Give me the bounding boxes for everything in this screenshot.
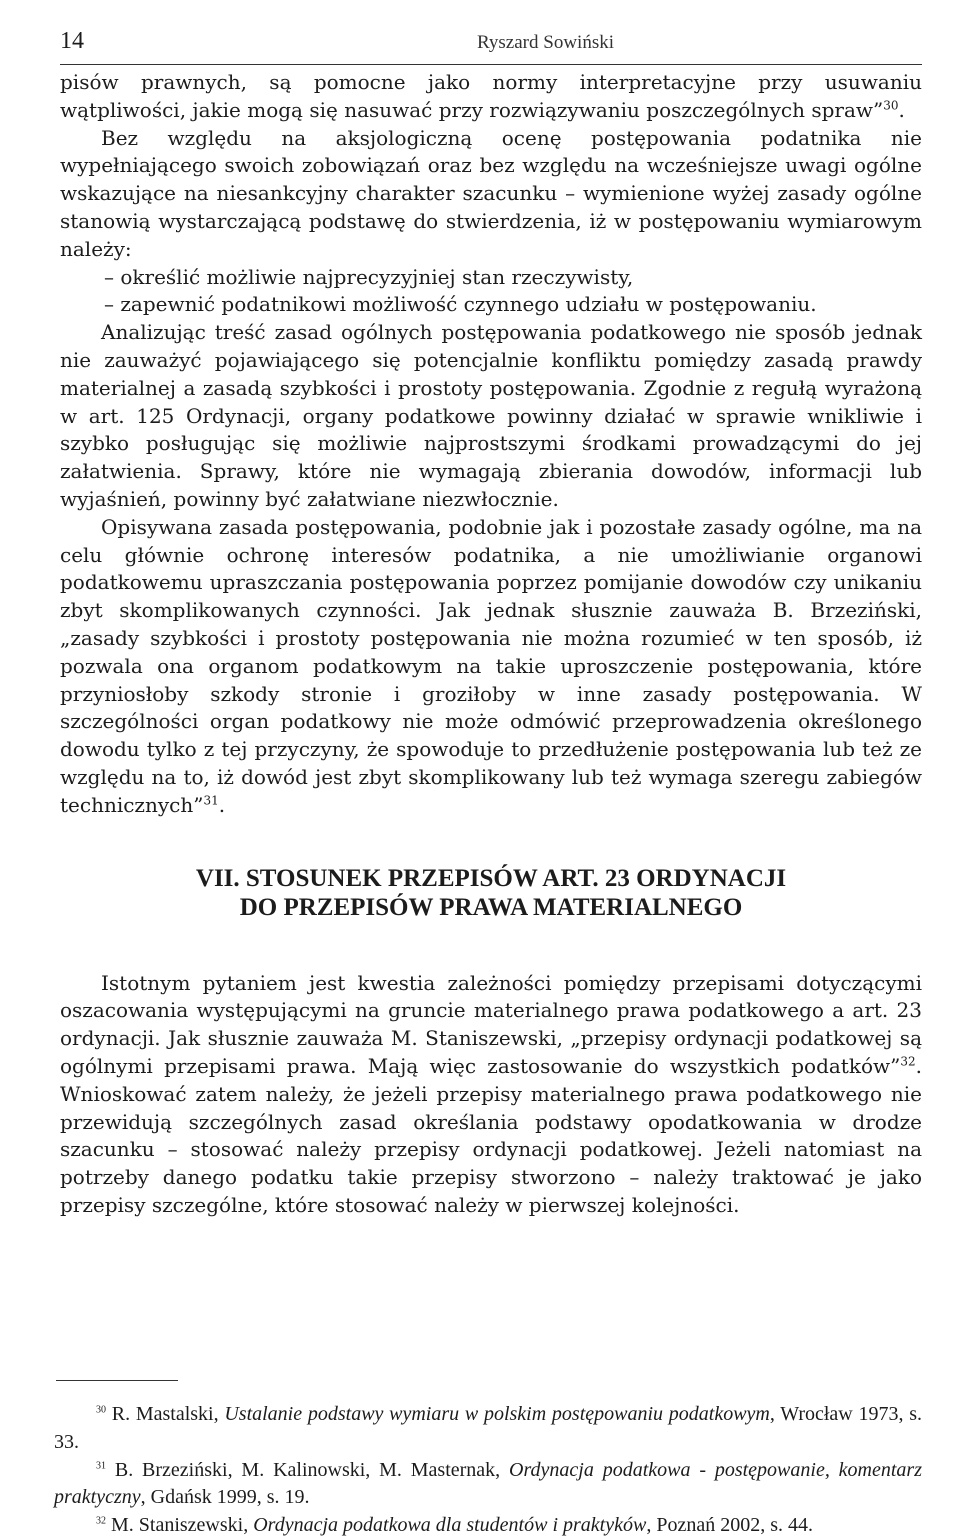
footnote-30: [54, 1401, 922, 1457]
footnote-32: [54, 1512, 922, 1540]
paragraph-text: Opisywana zasada postępowania, podobnie jak i pozostałe zasady ogólne, ma na celu głównie ochronę interesów podatnika, a nie umożliwianie organowi podatkowemu upraszczania postępowania poprzez pomijanie dowodów czy unikaniu zbyt skomplikowanych czynności. Jak jednak słusznie zauważa B. Brzeziński, „zasady szybkości i prostoty postępowania nie można rozumieć w ten sposób, iż pozwala ona organom podatkowym na takie uproszczenie postępowania, które przyniosłoby szkody stronie i groziłoby w inne zasady postępowania. W szczególności organ podatkowy nie może odmówić przeprowadzenia określonego dowodu tylko z tej przyczyny, że spowoduje to przedłużenie postępowania lub też ze względu na to, iż dowód jest zbyt skomplikowany lub też wymaga szeregu zabiegów technicznych”: [60, 514, 922, 817]
paragraph: [60, 970, 922, 1220]
footnote-number: 32: [96, 1515, 106, 1527]
footnote-title: Ordynacja podatkowa dla studentów i praktyków: [253, 1514, 647, 1537]
body-text: [60, 69, 922, 1220]
footnote-text: B. Brzeziński, M. Kalinowski, M. Masternak,: [114, 1458, 510, 1481]
footnote-title: Ordynacja podatkowa - postępowanie, komentarz praktyczny: [54, 1458, 922, 1509]
footnote-number: 30: [96, 1404, 106, 1416]
paragraph: [60, 514, 922, 820]
footnote-text: , Gdańsk 1999, s. 19.: [140, 1486, 310, 1509]
footnote-31: [54, 1457, 922, 1513]
paragraph-text: pisów prawnych, są pomocne jako normy interpretacyjne przy usuwaniu wątpliwości, jakie mogą się nasuwać przy rozwiązywaniu poszczególnych spraw”: [60, 70, 922, 122]
paragraph-text: .: [218, 792, 226, 817]
page-number: 14: [60, 28, 84, 54]
list-item: – zapewnić podatnikowi możliwość czynnego udziału w postępowaniu.: [104, 292, 817, 317]
footnote-text: R. Mastalski,: [111, 1403, 225, 1425]
section-title-line: VII. STOSUNEK PRZEPISÓW ART. 23 ORDYNACJI: [195, 864, 787, 892]
paragraph: Bez względu na aksjologiczną ocenę postępowania podatnika nie wypełniającego swoich zobowiązań oraz bez względu na wcześniejsze uwagi ogólne wskazujące na niesankcyjny charakter szacunku – wymienione wyżej zasady ogólne stanowią wystarczającą podstawę do stwierdzenia, iż w postępowaniu wymiarowym należy:: [60, 125, 922, 261]
footnote-ref-32[interactable]: 32: [900, 1054, 916, 1069]
running-head: Ryszard Sowiński: [477, 32, 614, 53]
dash-list: [60, 264, 922, 320]
footnote-text: , Wrocław 1973, s. 33.: [54, 1403, 923, 1453]
footnote-divider: [56, 1380, 178, 1381]
paragraph-text: . Wnioskować zatem należy, że jeżeli przepisy materialnego prawa podatkowego nie przewidują szczególnych zasad określania podstawy opodatkowania w drodze szacunku – stosować należy przepisy ordynacji podatkowej. Jeżeli natomiast na potrzeby danego podatku takie przepisy stworzono – należy traktować je jako przepisy szczególne, które stosować należy w pierwszej kolejności.: [60, 1053, 922, 1217]
paragraph-text: .: [898, 97, 905, 122]
paragraph-continuation: [60, 69, 922, 125]
page-header: [60, 26, 922, 65]
footnote-title: Ustalanie podstawy wymiaru w polskim postępowaniu podatkowym: [224, 1403, 770, 1425]
section-title-line: DO PRZEPISÓW PRAWA MATERIALNEGO: [239, 893, 743, 921]
footnote-ref-31[interactable]: 31: [203, 793, 219, 808]
footnote-number: 31: [96, 1459, 106, 1471]
paragraph: Analizując treść zasad ogólnych postępowania podatkowego nie sposób jednak nie zauważyć pojawiającego się potencjalnie konfliktu pomiędzy zasadą prawdy materialnej a zasadą szybkości i prostoty postępowania. Zgodnie z regułą wyrażoną w art. 125 Ordynacji, organy podatkowe powinny działać w sprawie wnikliwie i szybko posługując się możliwie najprostszymi środkami prowadzącymi do jej załatwienia. Sprawy, które nie wymagają zbierania dowodów, informacji lub wyjaśnień, powinny być załatwiane niezwłocznie.: [60, 320, 922, 511]
paragraph-text: Istotnym pytaniem jest kwestia zależności pomiędzy przepisami dotyczącymi oszacowania występującymi na gruncie materialnego prawa podatkowego a art. 23 ordynacji. Jak słusznie zauważa M. Staniszewski, „przepisy ordynacji podatkowej są ogólnymi przepisami prawa. Mają więc zastosowanie do wszystkich podatków”: [60, 970, 922, 1078]
list-item: – określić możliwie najprecyzyjniej stan rzeczywisty,: [104, 264, 634, 289]
section-title: [60, 864, 922, 922]
footnote-text: , Poznań 2002, s. 44.: [646, 1514, 813, 1537]
footnote-ref-30[interactable]: 30: [883, 98, 899, 113]
footnote-text: M. Staniszewski,: [111, 1514, 254, 1537]
footnotes: [54, 1401, 922, 1540]
